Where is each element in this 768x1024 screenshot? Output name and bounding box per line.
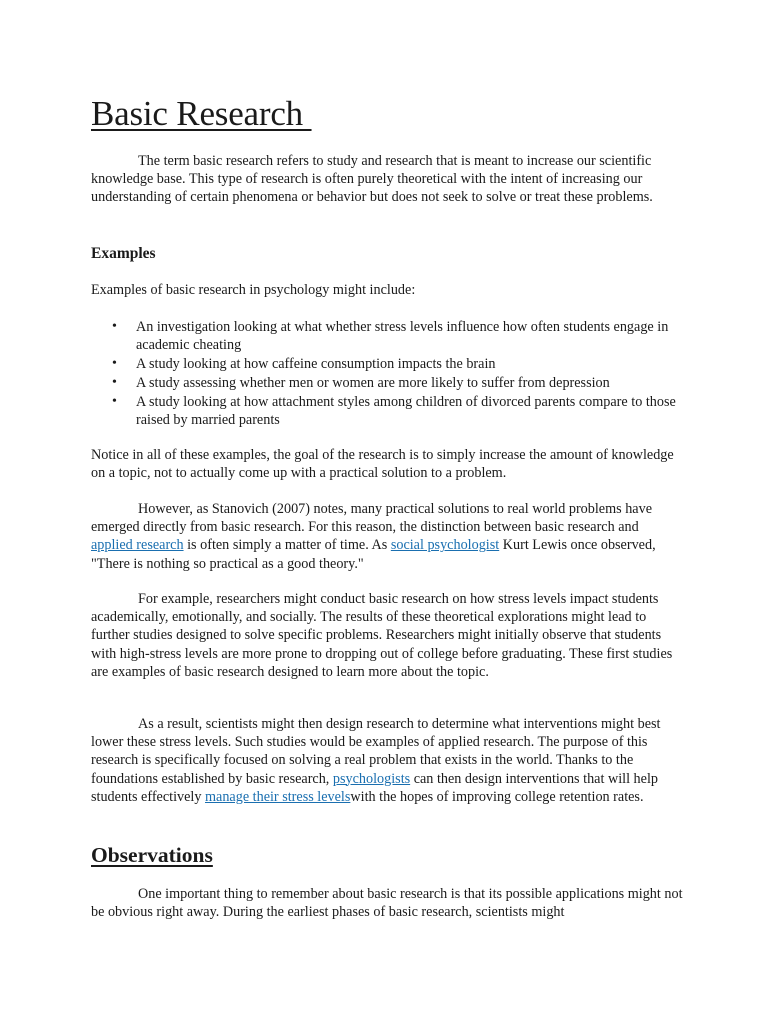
- stanovich-text-2: is often simply a matter of time. As: [183, 537, 391, 554]
- list-item: [91, 318, 683, 354]
- social-psychologist-link[interactable]: social psychologist: [390, 537, 500, 554]
- as-result-text-1: As a result, scientists might then design research to determine what interventions might best lower these stress levels. Such studies would be examples of applied research. The purpose of this research is specifically focused on solving a real problem that exists in the world. Thanks to the foundations established by basic research,: [91, 716, 661, 787]
- list-item: [91, 393, 683, 429]
- list-item: [91, 355, 683, 373]
- stanovich-paragraph: [91, 500, 683, 573]
- examples-intro: Examples of basic research in psychology might include:: [91, 282, 416, 298]
- examples-list: [91, 318, 683, 430]
- bullet-icon: •: [112, 393, 117, 409]
- observations-paragraph: One important thing to remember about basic research is that its possible applications might not be obvious right away. During the earliest phases of basic research, scientists might: [91, 886, 683, 921]
- as-result-text-2: can then design interventions that will help students effectively: [91, 770, 658, 805]
- intro-paragraph: The term basic research refers to study and research that is meant to increase our scientific knowledge base. This type of research is often purely theoretical with the intent of increasing our understanding of certain phenomena or behavior but does not seek to solve or treat these problems.: [91, 153, 653, 206]
- for-example-paragraph: For example, researchers might conduct basic research on how stress levels impact students academically, emotionally, and socially. The results of these theoretical explorations might lead to further studies designed to solve specific problems. Researchers might initially observe that students with high-stress levels are more prone to dropping out of college before graduating. These first studies are examples of basic research designed to learn more about the topic.: [91, 591, 673, 680]
- bullet-icon: •: [112, 356, 117, 371]
- list-item-text: A study looking at how caffeine consumption impacts the brain: [136, 356, 496, 372]
- stanovich-text-3: Kurt Lewis once observed, "There is nothing so practical as a good theory.": [91, 537, 656, 572]
- page-title: Basic Research: [91, 94, 312, 133]
- observations-heading: Observations: [91, 843, 213, 867]
- as-result-paragraph: [91, 715, 683, 806]
- list-item-text: An investigation looking at what whether stress levels influence how often students engage in academic cheating: [136, 319, 669, 354]
- list-item-text: A study looking at how attachment styles among children of divorced parents compare to those raised by married parents: [136, 393, 676, 428]
- bullet-icon: •: [112, 374, 117, 390]
- applied-research-link[interactable]: applied research: [91, 537, 184, 554]
- psychologists-link[interactable]: psychologists: [332, 770, 411, 787]
- bullet-icon: •: [112, 319, 117, 334]
- examples-heading: Examples: [91, 245, 156, 262]
- stanovich-text-1: However, as Stanovich (2007) notes, many practical solutions to real world problems have emerged directly from basic research. For this reason, the distinction between basic research and: [91, 501, 652, 536]
- as-result-text-3: with the hopes of improving college retention rates.: [350, 788, 644, 805]
- list-item-text: A study assessing whether men or women are more likely to suffer from depression: [136, 374, 610, 391]
- manage-stress-levels-link[interactable]: manage their stress levels: [205, 788, 351, 805]
- list-item: [91, 374, 683, 392]
- notice-paragraph: Notice in all of these examples, the goal of the research is to simply increase the amount of knowledge on a topic, not to actually come up with a practical solution to a problem.: [91, 447, 674, 482]
